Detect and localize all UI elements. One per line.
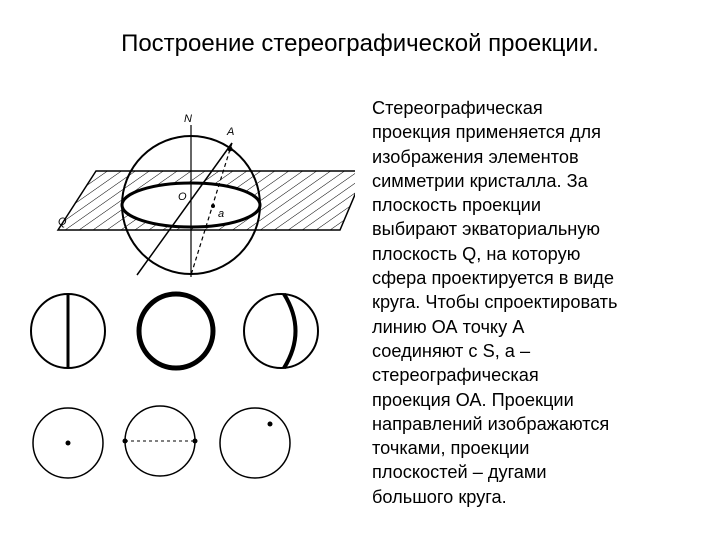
label-n: N — [184, 113, 192, 125]
label-a-upper: A — [227, 126, 235, 138]
paragraph-line: круга. Чтобы спроектировать — [372, 292, 618, 313]
paragraph-line: плоскость проекции — [372, 195, 541, 216]
paragraph-line: проекция применяется для — [372, 122, 601, 143]
paragraph-line: Стереографическая — [372, 98, 543, 118]
plane-projection-vertical — [31, 294, 105, 368]
body-paragraph — [372, 96, 712, 509]
paragraph-line: плоскость Q, на которую — [372, 243, 581, 264]
stereographic-diagram — [20, 105, 355, 540]
paragraph-line: направлений изображаются — [372, 413, 610, 434]
label-a-lower: a — [218, 208, 225, 220]
point-a-mark — [228, 147, 233, 152]
slide-title: Построение стереографической проекции. — [121, 30, 599, 57]
plane-projection-horizontal — [139, 294, 213, 368]
paragraph-line: симметрии кристалла. За — [372, 170, 588, 191]
paragraph-line: проекция ОА. Проекции — [372, 389, 574, 410]
plane-projection-inclined — [244, 294, 318, 368]
paragraph-line: плоскостей – дугами — [372, 462, 547, 483]
direction-projection-horizontal — [123, 406, 198, 476]
paragraph-line: соединяют с S, а – — [372, 340, 531, 361]
paragraph-line: сфера проектируется в виде — [372, 268, 614, 289]
paragraph-line: изображения элементов — [372, 146, 579, 167]
label-q: Q — [58, 216, 67, 228]
label-o: O — [178, 191, 187, 203]
direction-projection-vertical — [33, 408, 103, 478]
paragraph-line: линию ОА точку А — [372, 316, 525, 337]
paragraph-line: стереографическая — [372, 365, 539, 386]
point-a-projection — [211, 204, 215, 208]
paragraph-line: большого круга. — [372, 486, 507, 507]
stereographic-figure — [20, 105, 355, 540]
paragraph-line: выбирают экваториальную — [372, 219, 601, 240]
paragraph-line: точками, проекции — [372, 438, 530, 459]
direction-projection-inclined — [220, 408, 290, 478]
